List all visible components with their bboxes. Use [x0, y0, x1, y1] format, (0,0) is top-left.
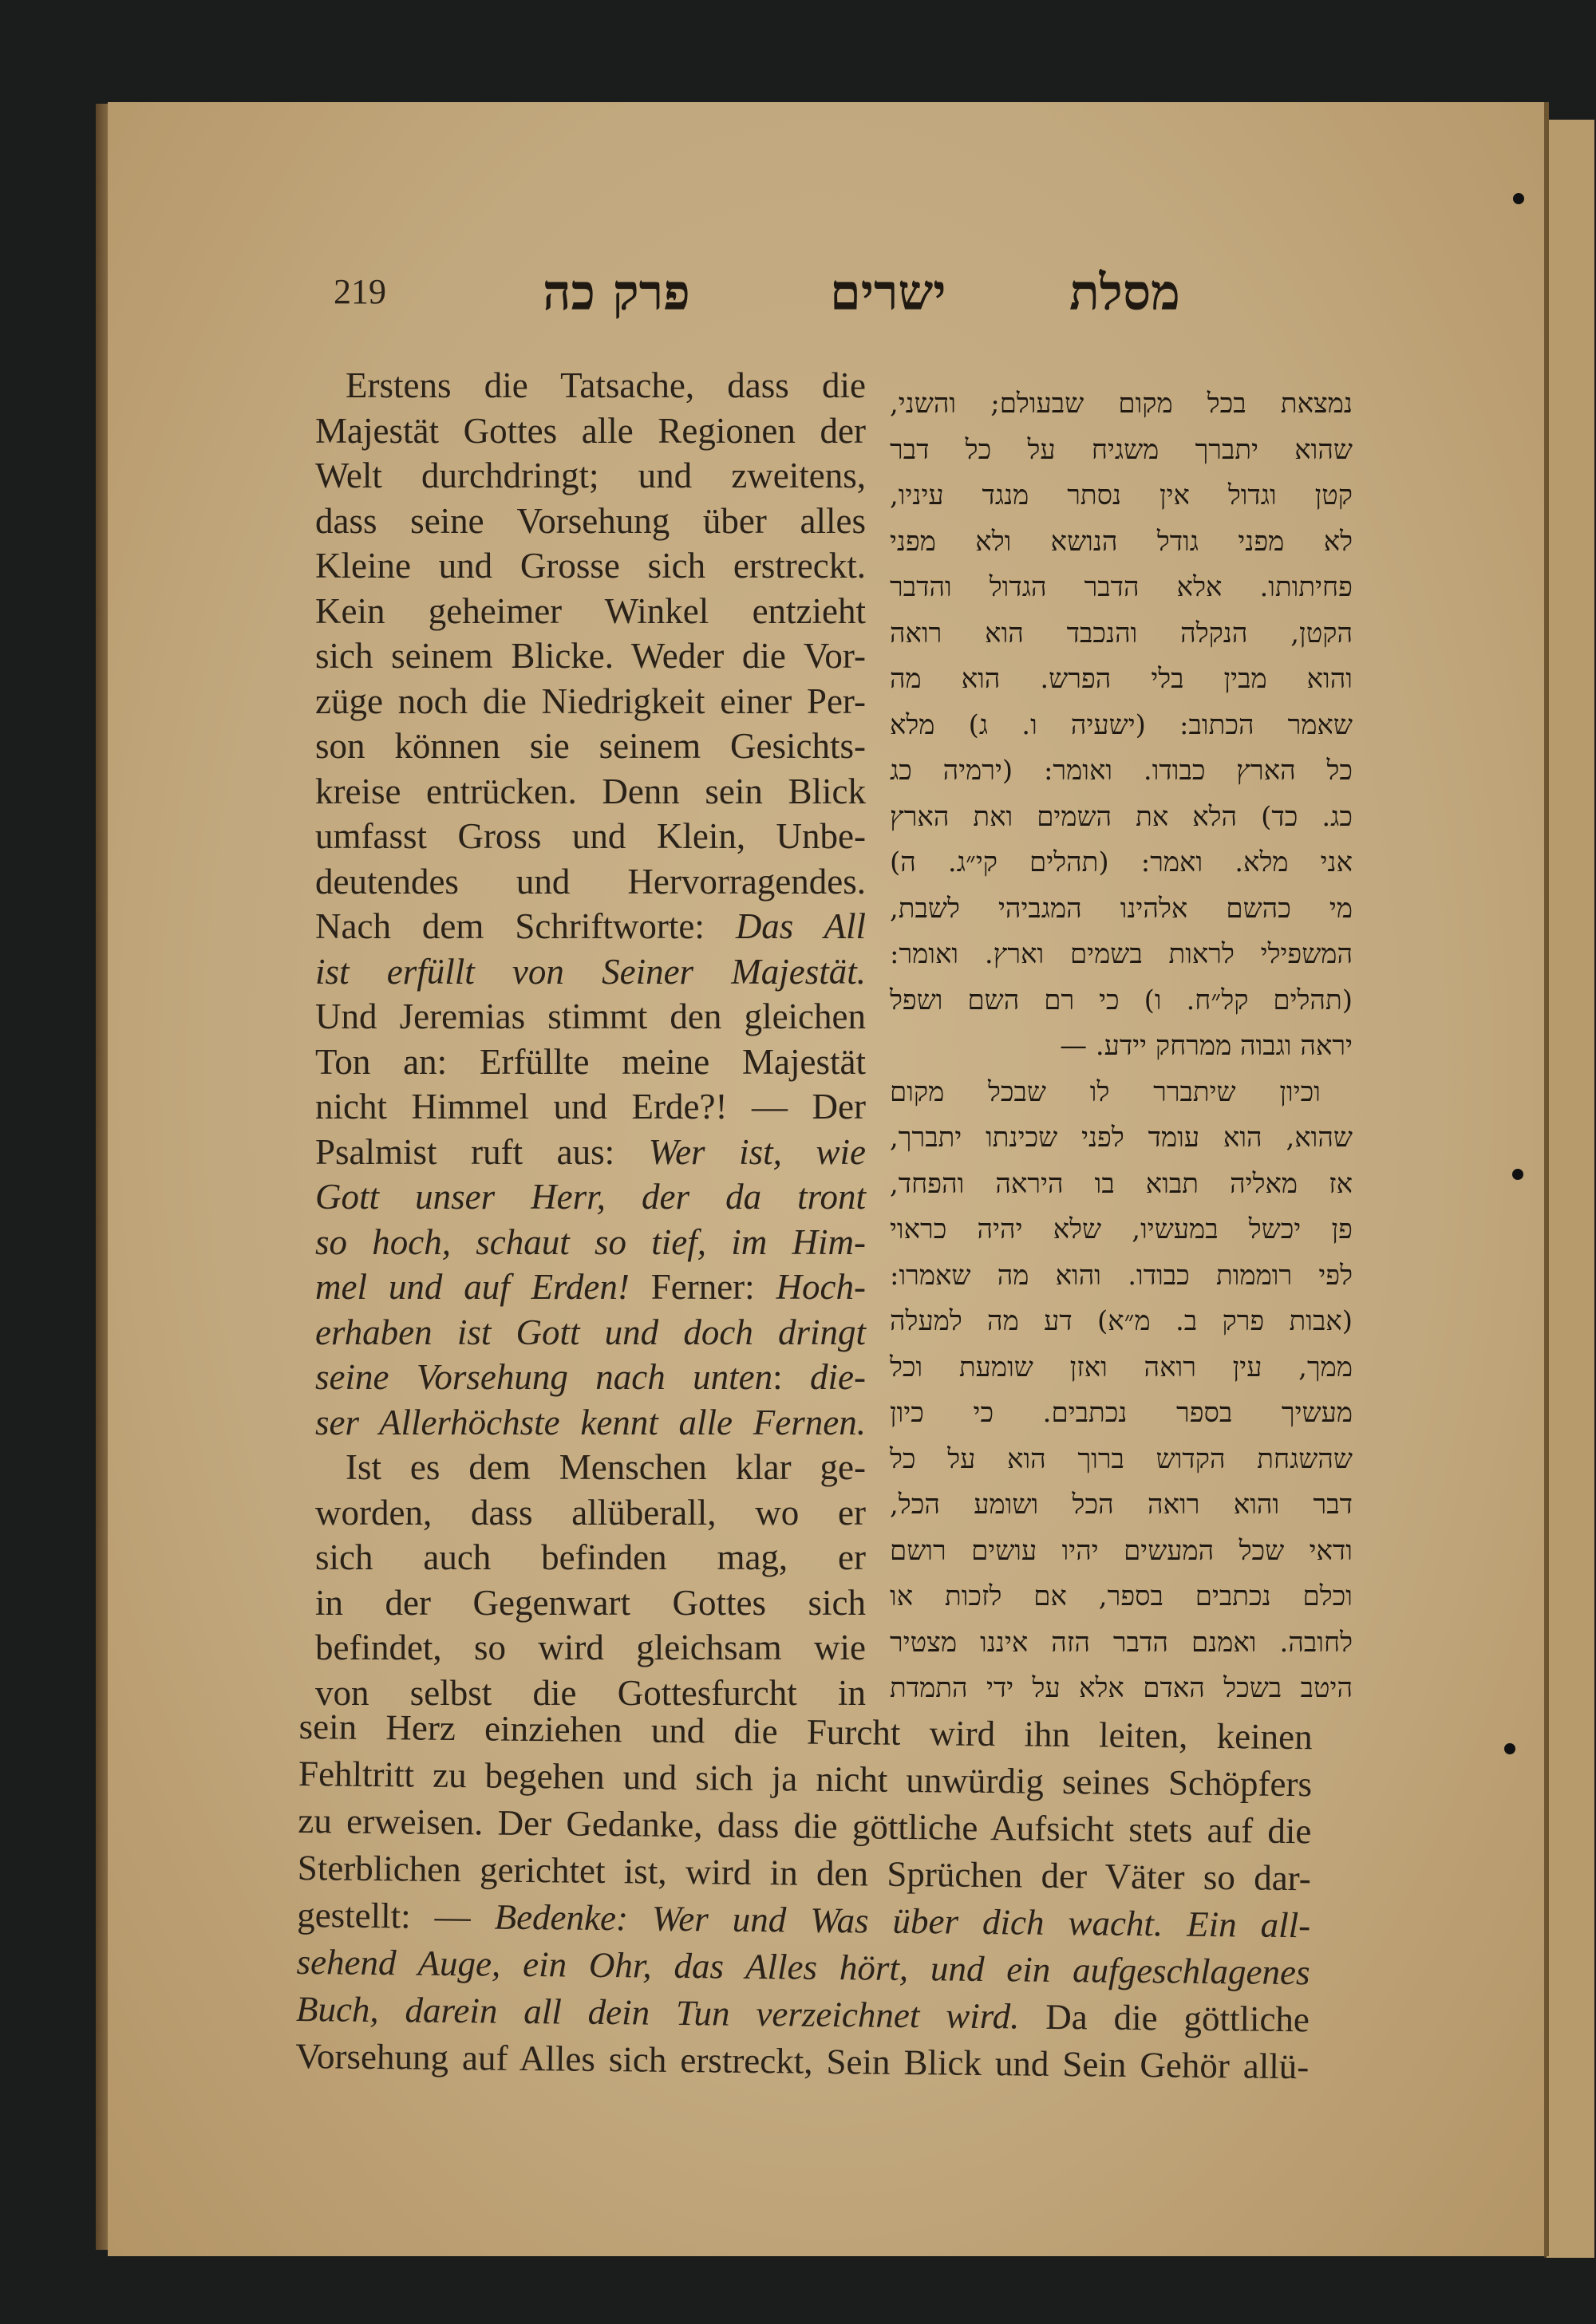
hebrew-line: פחיתותו. אלא הדבר הגדול והדבר	[890, 571, 1353, 603]
hebrew-line: כל הארץ כבודו. ואומר: (ירמיה כג	[890, 755, 1353, 787]
text-segment: Und Jeremias stimmt den gleichen	[315, 996, 866, 1036]
hebrew-line: מעשיך בספר נכתבים. כי כיון	[890, 1397, 1353, 1429]
text-segment: dass seine Vorsehung über alles	[315, 500, 866, 541]
running-head	[0, 263, 1596, 343]
binding-mark	[1513, 193, 1524, 204]
text-segment: sich auch befinden mag, er	[315, 1537, 866, 1577]
text-line	[315, 1400, 866, 1446]
text-line	[315, 1355, 866, 1400]
text-line	[315, 543, 866, 589]
text-line	[315, 859, 866, 905]
text-segment: Kleine und Grosse sich erstreckt.	[315, 546, 866, 586]
binding-mark	[1512, 1169, 1523, 1180]
italic-text: ist erfüllt von Seiner Majestät.	[315, 951, 866, 992]
text-line	[315, 589, 866, 634]
italic-text: Gott unser Herr, der da tront	[315, 1177, 866, 1217]
hebrew-line: וכלם נכתבים בספר, אם לזכות או	[890, 1580, 1353, 1612]
text-segment: son können sie seinem Gesichts-	[315, 726, 866, 766]
text-segment: Vorsehung auf Alles sich erstreckt, Sein Blick und Sein Gehör allü-	[295, 2035, 1310, 2087]
next-page-edge	[1544, 120, 1594, 2258]
hebrew-line: יראה וגבוה ממרחק יידע. —	[1060, 1030, 1353, 1062]
text-line	[315, 949, 866, 995]
hebrew-line: המשפילי לראות בשמים וארץ. ואומר:	[890, 938, 1353, 970]
text-line	[315, 1265, 866, 1310]
text-segment: sich seinem Blicke. Weder die Vor-	[315, 636, 866, 676]
text-segment: Kein geheimer Winkel entzieht	[315, 590, 866, 631]
text-line	[315, 1490, 866, 1536]
text-segment: Psalmist ruft aus:	[315, 1131, 649, 1172]
book-title-word: ישרים	[830, 263, 946, 322]
text-line	[315, 1174, 866, 1220]
italic-text: Buch, darein all dein Tun verzeichnet wird.	[295, 1988, 1020, 2037]
text-line	[315, 1084, 866, 1130]
text-segment: Ferner:	[629, 1267, 776, 1307]
text-line	[315, 904, 866, 949]
text-line	[315, 499, 866, 544]
text-line	[315, 453, 866, 499]
hebrew-line: ודאי שכל המעשים יהיו עושים רושם	[890, 1534, 1353, 1567]
hebrew-line: שהשגחת הקדוש ברוך הוא על כל	[890, 1442, 1353, 1475]
italic-text: so hoch, schaut so tief, im Him-	[315, 1221, 866, 1262]
text-segment: deutendes und Hervorragendes.	[315, 861, 866, 902]
text-segment: züge noch die Niedrigkeit einer Per-	[315, 681, 866, 721]
hebrew-line: נמצאת בכל מקום שבעולם; והשני,	[890, 388, 1353, 420]
text-line	[315, 1310, 866, 1355]
hebrew-line: מי כהשם אלהינו המגביהי לשבת,	[890, 892, 1353, 925]
hebrew-line: אני מלא. ואמר: (תהלים קי״ג. ה)	[890, 846, 1353, 878]
text-segment: Da die göttliche	[1019, 1996, 1310, 2040]
text-line	[315, 994, 866, 1040]
text-segment: Nach dem Schriftworte:	[315, 906, 736, 946]
hebrew-line: שהוא, הוא עומד לפני שכינתו יתברך,	[890, 1122, 1353, 1154]
text-line	[315, 814, 866, 859]
text-segment: :	[772, 1357, 811, 1397]
text-segment: Ton an: Erfüllte meine Majestät	[315, 1041, 866, 1082]
text-segment: in der Gegenwart Gottes sich	[315, 1582, 866, 1623]
text-segment: von selbst die Gottesfurcht in	[315, 1672, 866, 1713]
text-line	[315, 1625, 866, 1671]
text-segment: sein Herz einziehen und die Furcht wird ihn leiten, keinen	[298, 1706, 1313, 1758]
hebrew-line: לחובה. ואמנם הדבר הזה איננו מצטיר	[890, 1626, 1353, 1659]
italic-text: Hoch-	[776, 1267, 866, 1307]
text-line	[315, 724, 866, 769]
italic-text: Bedenke: Wer und Was über dich wacht. Ein all-	[494, 1896, 1311, 1946]
hebrew-line: היטב בשכל האדם אלא על ידי התמדת	[890, 1672, 1353, 1704]
hebrew-line: לא מפני גודל הנושא ולא מפני	[890, 525, 1353, 558]
text-line	[315, 1580, 866, 1626]
hebrew-line: לפי רוממות כבודו. והוא מה שאמרו:	[890, 1259, 1353, 1292]
hebrew-line: דבר והוא רואה הכל ושומע הכל,	[890, 1489, 1353, 1521]
text-segment: Sterblichen gerichtet ist, wird in den Sprüchen der Väter so dar-	[297, 1847, 1312, 1899]
binding-mark	[1504, 1743, 1515, 1754]
text-segment: zu erweisen. Der Gedanke, dass die göttliche Aufsicht stets auf die	[298, 1800, 1312, 1852]
text-line	[315, 1535, 866, 1580]
text-line	[315, 363, 866, 408]
italic-text: sehend Auge, ein Ohr, das Alles hört, und ein aufgeschlagenes	[296, 1941, 1310, 1993]
text-segment: gestellt: —	[296, 1894, 495, 1937]
italic-text: mel und auf Erden!	[315, 1267, 630, 1307]
italic-text: Das All	[735, 906, 866, 946]
italic-text: ser Allerhöchste kennt alle Fernen.	[315, 1402, 866, 1442]
hebrew-line: ממך, עין רואה ואזן שומעת וכל	[890, 1351, 1353, 1383]
book-title-word: מסלת	[1069, 263, 1180, 322]
german-column	[315, 363, 866, 1715]
hebrew-line: כג. כד) הלא את השמים ואת הארץ	[890, 800, 1353, 833]
text-line	[315, 1445, 866, 1490]
text-segment: Majestät Gottes alle Regionen der	[315, 410, 866, 451]
text-line	[315, 769, 866, 815]
text-line	[315, 408, 866, 454]
text-segment: Erstens die Tatsache, dass die	[346, 365, 866, 405]
hebrew-line: (אבות פרק ב. מ״א) דע מה למעלה	[890, 1305, 1353, 1337]
text-segment: Ist es dem Menschen klar ge-	[346, 1447, 866, 1487]
hebrew-line: שאמר הכתוב: (ישעיה ו. ג) מלא	[890, 708, 1353, 741]
italic-text: erhaben ist Gott und doch dringt	[315, 1312, 866, 1352]
chapter-heading: פרק כה	[543, 263, 690, 322]
italic-text: Wer ist, wie	[648, 1131, 866, 1172]
text-line	[315, 633, 866, 679]
text-line	[315, 1220, 866, 1265]
text-line	[315, 1130, 866, 1175]
hebrew-line: פן יכשל במעשיו, שלא יהיה כראוי	[890, 1213, 1353, 1245]
text-segment: Fehltritt zu begehen und sich ja nicht unwürdig seines Schöpfers	[298, 1753, 1313, 1805]
text-line	[315, 679, 866, 724]
text-segment: kreise entrücken. Denn sein Blick	[315, 771, 866, 811]
text-segment: worden, dass allüberall, wo er	[315, 1492, 866, 1533]
italic-text: die-	[810, 1357, 866, 1397]
hebrew-line: שהוא יתברך משגיח על כל דבר	[890, 433, 1353, 466]
text-line	[315, 1040, 866, 1085]
hebrew-column	[890, 381, 1353, 1712]
hebrew-line: הקטן, הנקלה והנכבד הוא רואה	[890, 617, 1353, 649]
hebrew-line: (תהלים קל״ח. ו) כי רם השם ושפל	[890, 984, 1353, 1016]
text-segment: Welt durchdringt; und zweitens,	[315, 456, 866, 495]
italic-text: seine Vorsehung nach unten	[315, 1357, 773, 1397]
text-segment: umfasst Gross und Klein, Unbe-	[315, 816, 866, 856]
hebrew-line: קטן וגדול אין נסתר מנגד עיניו,	[890, 479, 1353, 511]
text-segment: befindet, so wird gleichsam wie	[315, 1628, 866, 1667]
hebrew-line: אז מאליה תבוא בו היראה והפחד,	[890, 1167, 1353, 1200]
page-number: 219	[334, 272, 386, 311]
text-segment: nicht Himmel und Erde?! — Der	[315, 1087, 866, 1126]
hebrew-line: וכיון שיתברר לו שבכל מקום	[890, 1075, 1321, 1108]
hebrew-line: והוא מבין בלי הפרש. הוא מה	[890, 663, 1353, 695]
german-full-width-text	[295, 1703, 1313, 2090]
